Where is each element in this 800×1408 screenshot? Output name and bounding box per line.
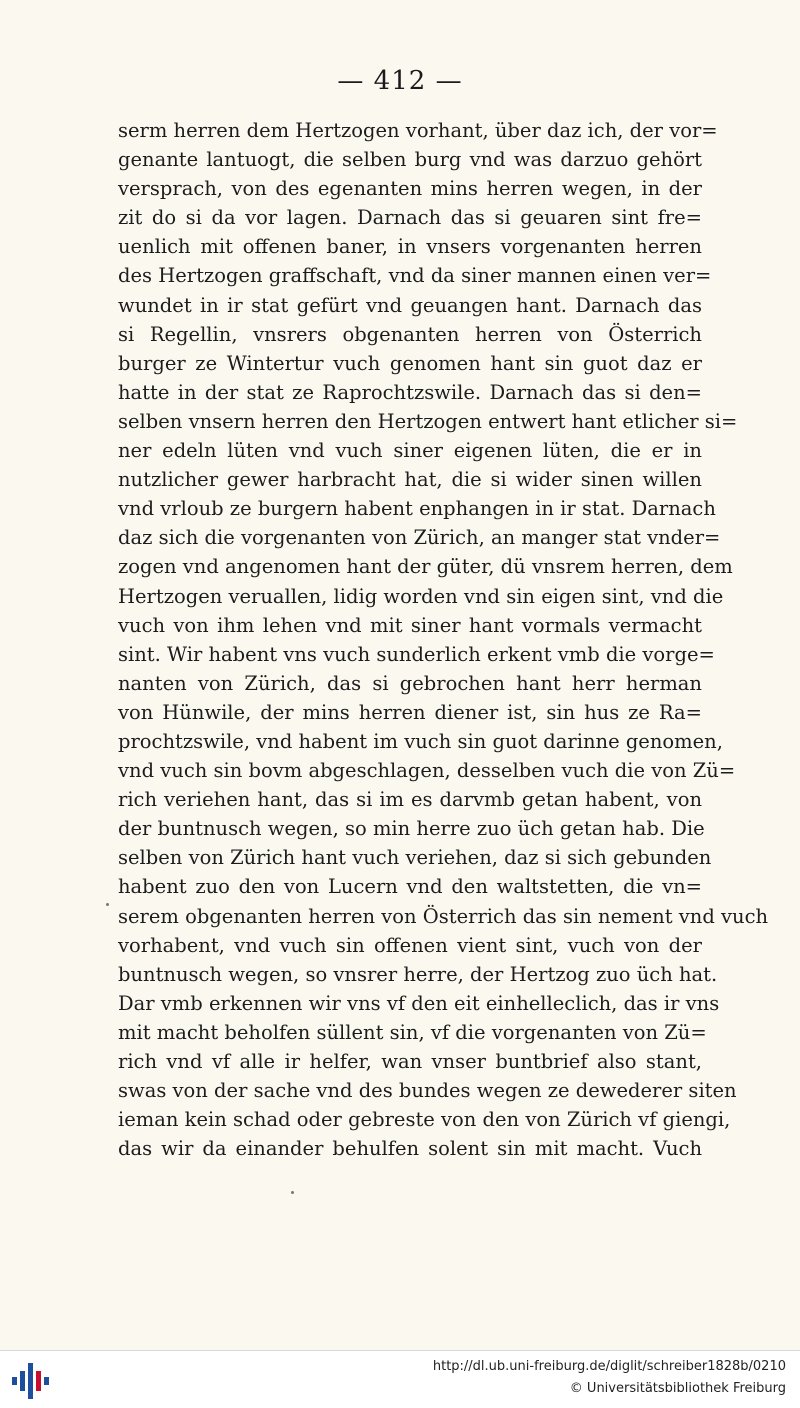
text-line: si Regellin, vnsrers obgenanten herren von Österrich	[118, 322, 702, 346]
text-line: serm herren dem Hertzogen vorhant, über daz ich, der vor=	[118, 119, 718, 142]
text-line: vuch von ihm lehen vnd mit siner hant vormals vermacht	[118, 613, 702, 637]
text-line: vorhabent, vnd vuch sin offenen vient sint, vuch von der	[118, 933, 702, 957]
text-line: daz sich die vorgenanten von Zürich, an manger stat vnder=	[118, 526, 721, 550]
text-line: Hertzogen veruallen, lidig worden vnd sin eigen sint, vnd die	[118, 584, 724, 608]
text-line: genante lantuogt, die selben burg vnd was darzuo gehört	[118, 148, 702, 172]
text-line: sint. Wir habent vns vuch sunderlich erkent vmb die vorge=	[118, 642, 715, 666]
text-line: swas von der sache vnd des bundes wegen ze dewederer siten	[118, 1079, 737, 1103]
text-line: von Hünwile, der mins herren diener ist, sin hus ze Ra=	[118, 700, 702, 724]
text-line: rich veriehen hant, das si im es darvmb getan habent, von	[118, 788, 702, 812]
page-number: — 412 —	[337, 66, 463, 96]
ub-freiburg-logo-icon	[10, 1361, 50, 1401]
scan-speck	[291, 1191, 294, 1194]
text-line: des Hertzogen graffschaft, vnd da siner mannen einen ver=	[118, 264, 712, 288]
text-line: nutzlicher gewer harbracht hat, die si wider sinen willen	[118, 468, 702, 492]
text-line: buntnusch wegen, so vnsrer herre, der Hertzog zuo üch hat.	[118, 962, 718, 986]
text-line: nanten von Zürich, das si gebrochen hant herr herman	[118, 671, 702, 695]
text-line: das wir da einander behulfen solent sin mit macht. Vuch	[118, 1137, 702, 1161]
text-line: der buntnusch wegen, so min herre zuo üch getan hab. Die	[118, 817, 705, 841]
copyright-notice: © Universitätsbibliothek Freiburg	[569, 1381, 786, 1396]
text-line: zit do si da vor lagen. Darnach das si geuaren sint fre=	[118, 206, 702, 230]
scan-speck	[106, 903, 109, 906]
text-line: ieman kein schad oder gebreste von den von Zürich vf giengi,	[118, 1108, 731, 1132]
text-line: hatte in der stat ze Raprochtzswile. Darnach das si den=	[118, 380, 702, 404]
text-line: uenlich mit offenen baner, in vnsers vorgenanten herren	[118, 235, 702, 259]
text-line: rich vnd vf alle ir helfer, wan vnser buntbrief also stant,	[118, 1050, 702, 1073]
source-url-link[interactable]: http://dl.ub.uni-freiburg.de/diglit/schreiber1828b/0210	[432, 1359, 786, 1374]
text-line: mit macht beholfen süllent sin, vf die vorgenanten von Zü=	[118, 1020, 707, 1044]
text-line: zogen vnd angenomen hant der güter, dü vnsrem herren, dem	[118, 555, 733, 579]
text-line: vnd vrloub ze burgern habent enphangen in ir stat. Darnach	[118, 497, 716, 521]
text-line: burger ze Wintertur vuch genomen hant sin guot daz er	[118, 351, 702, 375]
text-line: versprach, von des egenanten mins herren wegen, in der	[118, 177, 702, 201]
footer-bar	[0, 1350, 800, 1408]
text-line: wundet in ir stat gefürt vnd geuangen hant. Darnach das	[118, 293, 702, 317]
text-block	[118, 116, 769, 1163]
text-line: habent zuo den von Lucern vnd den waltstetten, die vn=	[118, 875, 702, 899]
text-line: vnd vuch sin bovm abgeschlagen, desselben vuch die von Zü=	[118, 759, 736, 783]
text-line: Dar vmb erkennen wir vns vf den eit einhelleclich, das ir vns	[118, 991, 720, 1015]
text-line: selben vnsern herren den Hertzogen entwert hant etlicher si=	[118, 409, 738, 433]
text-line: serem obgenanten herren von Österrich das sin nement vnd vuch	[118, 904, 769, 928]
text-line: ner edeln lüten vnd vuch siner eigenen lüten, die er in	[118, 439, 702, 463]
text-line: selben von Zürich hant vuch veriehen, daz si sich gebunden	[118, 846, 712, 870]
text-line: prochtzswile, vnd habent im vuch sin guot darinne genomen,	[118, 729, 723, 753]
